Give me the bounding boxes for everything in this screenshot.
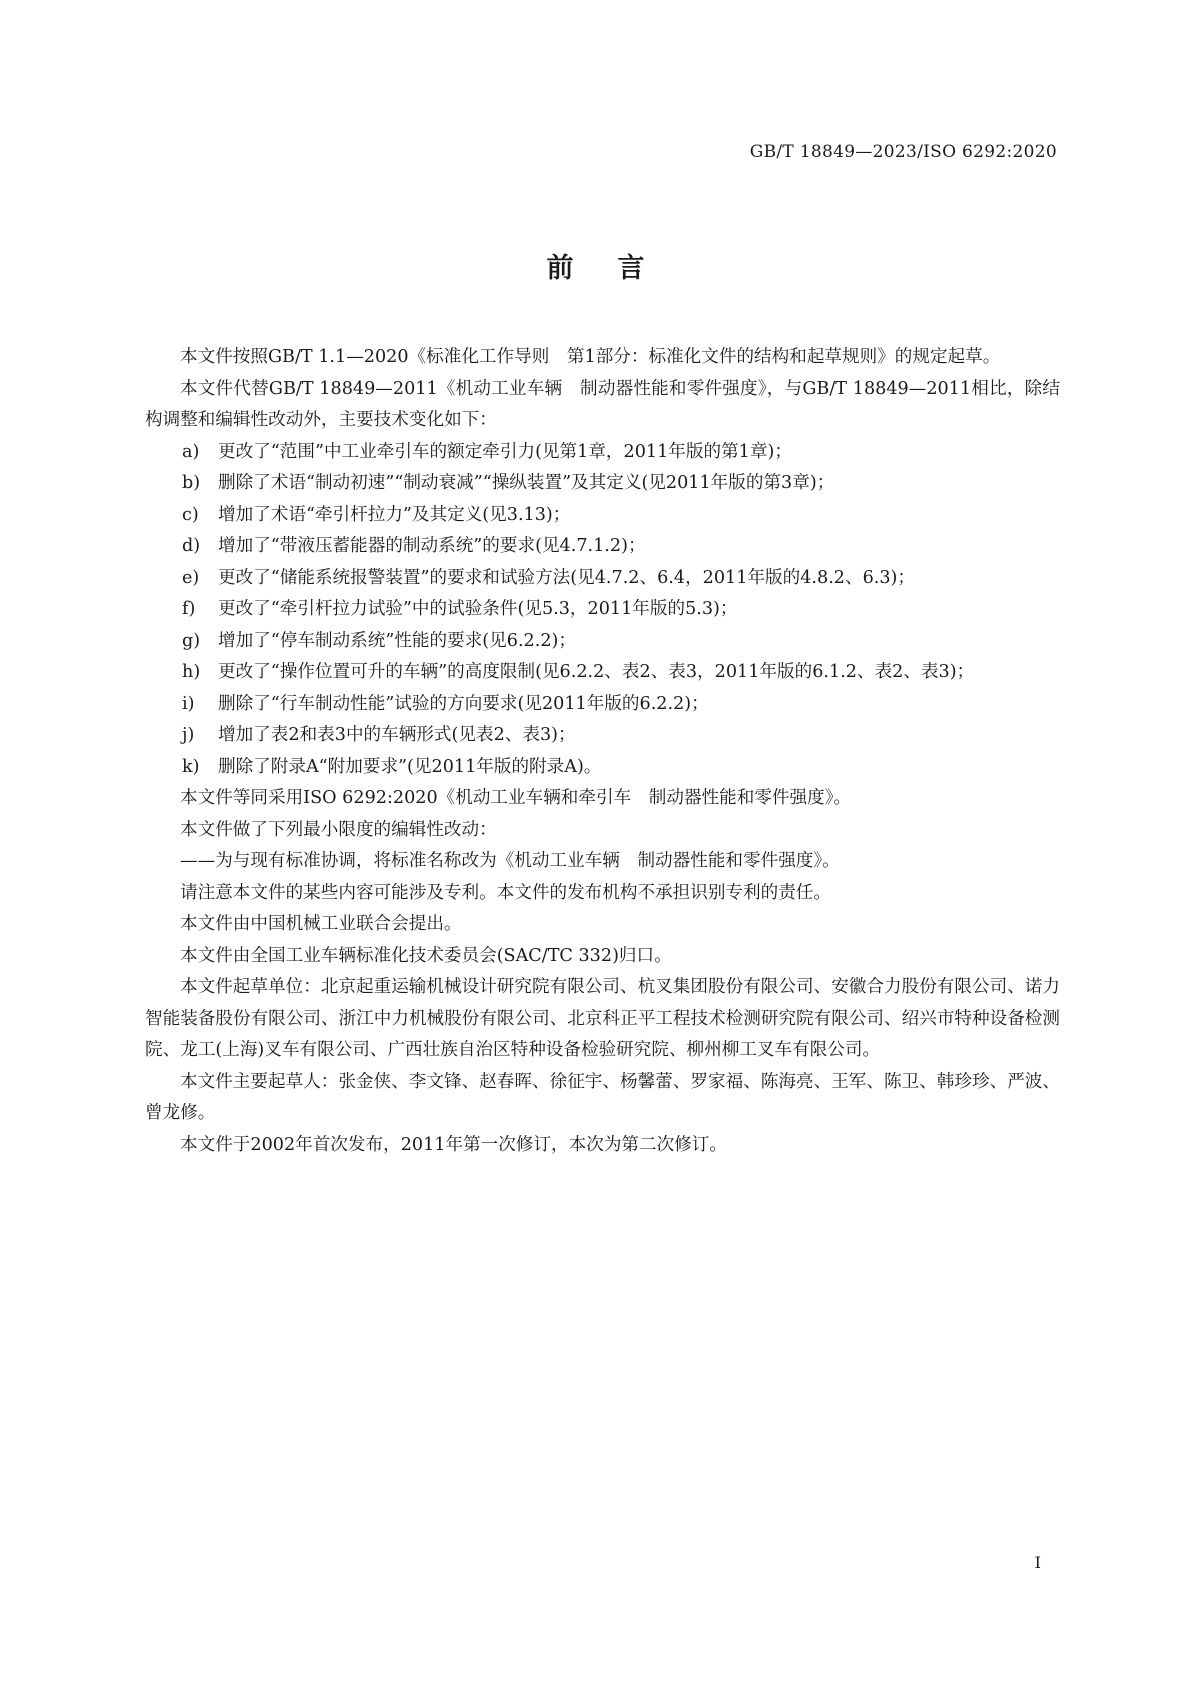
- paragraph-editorial-changes: 本文件做了下列最小限度的编辑性改动：: [180, 819, 497, 840]
- change-item-k: [145, 752, 1060, 784]
- list-label: i): [182, 693, 195, 714]
- paragraph-editorial-item: ——为与现有标准协调，将标准名称改为《机动工业车辆 制动器性能和零件强度》。: [180, 851, 840, 871]
- foreword-body: [145, 342, 1060, 1161]
- list-text: 增加了表2和表3中的车辆形式(见表2、表3)；: [218, 725, 576, 745]
- change-item-d: [145, 531, 1060, 563]
- list-text: 更改了“范围”中工业牵引车的额定牵引力(见第1章，2011年版的第1章)；: [218, 441, 792, 462]
- list-text: 增加了“带液压蓄能器的制动系统”的要求(见4.7.1.2)；: [218, 536, 646, 556]
- paragraph-replacement: 本文件代替GB/T 18849—2011《机动工业车辆 制动器性能和零件强度》，与GB/T 18849—2011相比，除结构调整和编辑性改动外，主要技术变化如下：: [145, 378, 1060, 430]
- change-item-h: [145, 657, 1060, 689]
- change-item-a: [145, 437, 1060, 469]
- list-text: 删除了附录A“附加要求”(见2011年版的附录A)。: [218, 756, 602, 777]
- list-label: a): [182, 441, 200, 462]
- standard-code-header: GB/T 18849—2023/ISO 6292:2020: [749, 142, 1057, 162]
- list-label: h): [182, 662, 201, 682]
- change-item-i: [145, 689, 1060, 721]
- change-item-j: [145, 720, 1060, 752]
- list-label: k): [182, 756, 200, 777]
- paragraph-history: 本文件于2002年首次发布，2011年第一次修订，本次为第二次修订。: [180, 1134, 727, 1155]
- list-text: 更改了“储能系统报警装置”的要求和试验方法(见4.7.2、6.4，2011年版的4.8.2、6.3)；: [218, 567, 916, 588]
- page-number: I: [1034, 1553, 1041, 1572]
- list-text: 更改了“牵引杆拉力试验”中的试验条件(见5.3，2011年版的5.3)；: [218, 599, 738, 619]
- paragraph-drafting-units: 本文件起草单位：北京起重运输机械设计研究院有限公司、杭叉集团股份有限公司、安徽合力股份有限公司、诺力智能装备股份有限公司、浙江中力机械股份有限公司、北京科正平工程技术检测研究院有限公司、绍兴市特种设备检测院、龙工(上海)叉车有限公司、广西壮族自治区特种设备检验研究院、柳州柳工叉车有限公司。: [145, 977, 1060, 1060]
- list-label: d): [182, 536, 201, 556]
- list-text: 增加了术语“牵引杆拉力”及其定义(见3.13)；: [218, 504, 571, 525]
- list-label: f): [182, 599, 196, 619]
- paragraph-committee: 本文件由全国工业车辆标准化技术委员会(SAC/TC 332)归口。: [180, 945, 672, 966]
- list-text: 更改了“操作位置可升的车辆”的高度限制(见6.2.2、表2、表3，2011年版的6.1.2、表2、表3)；: [218, 662, 975, 682]
- list-label: c): [182, 504, 199, 525]
- list-text: 增加了“停车制动系统”性能的要求(见6.2.2)；: [218, 630, 576, 651]
- list-label: g): [182, 630, 201, 651]
- list-text: 删除了“行车制动性能”试验的方向要求(见2011年版的6.2.2)；: [218, 693, 709, 714]
- list-text: 删除了术语“制动初速”“制动衰减”“操纵装置”及其定义(见2011年版的第3章)；: [218, 473, 835, 493]
- paragraph-drafting-rules: 本文件按照GB/T 1.1—2020《标准化工作导则 第1部分：标准化文件的结构和起草规则》的规定起草。: [180, 347, 1001, 367]
- paragraph-patent-notice: 请注意本文件的某些内容可能涉及专利。本文件的发布机构不承担识别专利的责任。: [180, 882, 831, 903]
- change-item-e: [145, 563, 1060, 595]
- paragraph-adoption: 本文件等同采用ISO 6292:2020《机动工业车辆和牵引车 制动器性能和零件强度》。: [180, 788, 852, 808]
- change-item-f: [145, 594, 1060, 626]
- paragraph-drafters: 本文件主要起草人：张金侠、李文锋、赵春晖、徐征宇、杨馨蕾、罗家福、陈海亮、王军、陈卫、韩珍珍、严波、曾龙修。: [145, 1071, 1060, 1123]
- paragraph-proposer: 本文件由中国机械工业联合会提出。: [180, 914, 462, 934]
- change-item-c: [145, 500, 1060, 532]
- list-label: j): [182, 725, 195, 745]
- list-label: b): [182, 473, 201, 493]
- change-item-b: [145, 468, 1060, 500]
- list-label: e): [182, 567, 200, 588]
- page-title: 前言: [546, 253, 689, 284]
- change-item-g: [145, 626, 1060, 658]
